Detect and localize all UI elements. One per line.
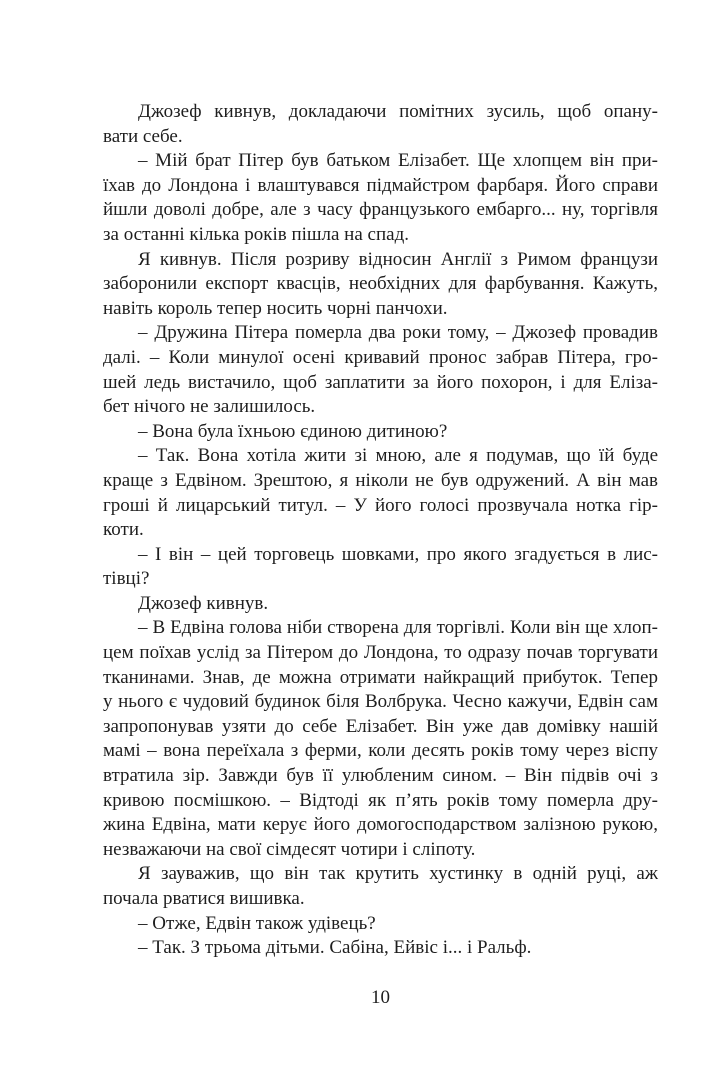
text-line: бет нічого не залишилось. [103,396,316,418]
text-line: – Мій брат Пітер був батьком Елізабет. Ще хлопцем він при- [138,150,658,172]
text-line: йшли доволі добре, але з часу французького ембарго... ну, торгівля [103,199,658,221]
text-line: – Так. Вона хотіла жити зі мною, але я подумав, що їй буде [138,445,658,467]
paragraph [103,100,658,149]
text-line: далі. – Коли минулої осені кривавий пронос забрав Пітера, гро- [103,346,658,368]
text-line: – Отже, Едвін також удівець? [138,912,376,934]
text-line: – В Едвіна голова ніби створена для торгівлі. Коли він ще хлоп- [138,617,658,639]
text-line: Я зауважив, що він так крутить хустинку в одній руці, аж [138,863,658,885]
text-line: тканинами. Знав, де можна отримати найкращий прибуток. Тепер [103,666,658,688]
paragraph [103,420,658,445]
text-line: коти. [103,519,144,541]
text-line: цем поїхав услід за Пітером до Лондона, то одразу почав торгувати [103,642,658,664]
paragraph [103,444,658,542]
text-line: заборонили експорт квасців, необхідних для фарбування. Кажуть, [103,273,658,295]
paragraph [103,616,658,862]
text-line: краще з Едвіном. Зрештою, я ніколи не був одружений. А він мав [103,469,658,491]
paragraph [103,936,658,961]
text-line: Джозеф кивнув, докладаючи помітних зусиль, щоб опану- [138,101,658,122]
text-line: жина Едвіна, мати керує його домогосподарством залізною рукою, [103,814,658,836]
paragraph [103,592,658,617]
text-line: Я кивнув. Після розриву відносин Англії з Римом французи [138,248,658,270]
page-text [103,100,658,1010]
text-line: вати себе. [103,125,183,147]
paragraph [103,248,658,322]
text-line: – І він – цей торговець шовками, про якого згадується в лис- [138,543,658,565]
text-line: навіть король тепер носить чорні панчохи. [103,297,448,319]
text-line: мамі – вона переїхала з ферми, коли десять років тому через віспу [103,740,658,762]
text-line: – Дружина Пітера померла два роки тому, – Джозеф провадив [138,322,658,344]
paragraph [103,149,658,247]
text-line: – Вона була їхньою єдиною дитиною? [138,420,448,442]
text-line: втратила зір. Завжди був її улюбленим сином. – Він підвів очі з [103,765,658,787]
paragraph [103,543,658,592]
text-line: їхав до Лондона і влаштувався підмайстром фарбаря. Його справи [103,174,658,196]
text-line: тівці? [103,568,150,590]
text-line: гроші й лицарський титул. – У його голосі прозвучала нотка гір- [103,494,658,516]
text-line: за останні кілька років пішла на спад. [103,223,409,245]
paragraphs-container [103,100,658,961]
paragraph [103,321,658,419]
paragraph [103,912,658,937]
text-line: незважаючи на свої сімдесят чотири і сліпоту. [103,838,476,860]
text-line: почала рватися вишивка. [103,888,305,909]
page-number: 10 [371,986,390,1008]
text-line: Джозеф кивнув. [138,592,269,614]
text-line: шей ледь вистачило, щоб заплатити за його похорон, і для Еліза- [103,371,658,393]
text-line: запропонував узяти до себе Елізабет. Він уже дав домівку нашій [103,715,658,737]
text-line: у нього є чудовий будинок біля Волбрука. Чесно кажучи, Едвін сам [103,691,658,713]
text-line: – Так. З трьома дітьми. Сабіна, Ейвіс і... і Ральф. [138,937,532,959]
text-line: кривою посмішкою. – Відтоді як п’ять років тому померла дру- [103,789,658,811]
paragraph [103,862,658,911]
